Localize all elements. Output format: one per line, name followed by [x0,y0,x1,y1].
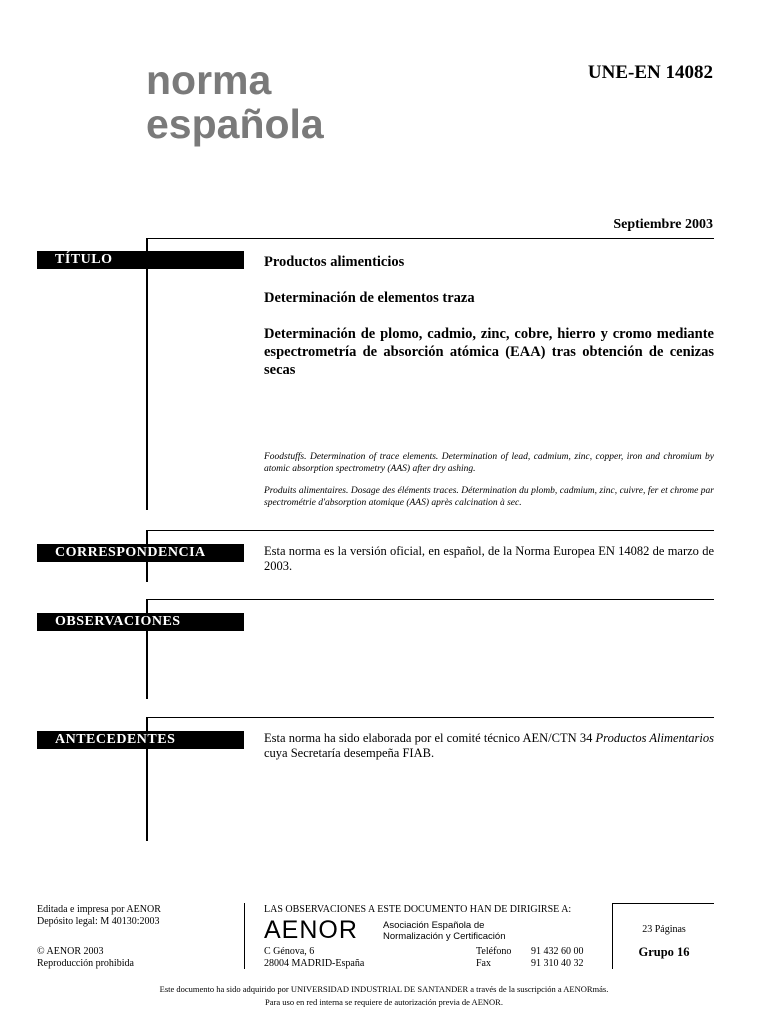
brand-title [146,58,324,146]
title-es-3: Determinación de plomo, cadmio, zinc, cobre, hierro y cromo mediante espectrometría de absorción atómica (EAA) tras obtención de cenizas secas [264,326,714,378]
disclaimer-line-2: Para uso en red interna se requiere de autorización previa de AENOR. [265,997,503,1007]
disclaimer-line-1: Este documento ha sido adquirido por UNIVERSIDAD INDUSTRIAL DE SANTANDER a través de la suscripción a AENORmás. [159,984,609,994]
aenor-name-line-2: Normalización y Certificación [383,931,506,942]
section-label-correspondencia: CORRESPONDENCIA [37,544,244,562]
section-label-antecedentes: ANTECEDENTES [37,731,244,749]
antecedentes-text-after: cuya Secretaría desempeña FIAB. [264,746,435,760]
footer-divider-left [244,903,245,969]
footer-phone-label: Teléfono [476,946,512,957]
footer-address-1: C Génova, 6 [264,946,315,957]
section-divider-observaciones [146,599,714,600]
section-divider-correspondencia [146,530,714,531]
page-count: 23 Páginas [642,924,686,935]
footer-box-top [612,903,714,904]
standard-code: UNE-EN 14082 [587,62,713,83]
title-fr: Produits alimentaires. Dosage des éléments traces. Détermination du plomb, cadmium, zinc, cuivre, fer et chrome par spectrométrie d'absorption atomique (AAS) après calcination à sec. [264,486,714,508]
footer-reproduction: Reproducción prohibida [37,958,134,969]
aenor-logo: AENOR [264,916,358,944]
footer-phone: 91 432 60 00 [531,946,584,957]
aenor-full-name [383,920,505,942]
antecedentes-text-before: Esta norma ha sido elaborada por el comité técnico AEN/CTN 34 [264,731,596,745]
brand-line-2: española [146,101,324,147]
footer-deposit: Depósito legal: M 40130:2003 [37,916,160,927]
title-es-2: Determinación de elementos traza [264,290,475,306]
publication-date: Septiembre 2003 [613,217,713,232]
title-en: Foodstuffs. Determination of trace elements. Determination of lead, cadmium, zinc, copper, iron and chromium by atomic absorption spectrometry (AAS) after dry ashing. [264,452,714,474]
footer-divider-right [612,903,613,969]
footer-edited: Editada e impresa por AENOR [37,904,161,915]
footer-disclaimer [0,983,768,1009]
footer-copyright: © AENOR 2003 [37,946,104,957]
section-label-observaciones: OBSERVACIONES [37,613,244,631]
section-divider-titulo [146,238,714,239]
correspondencia-text: Esta norma es la versión oficial, en español, de la Norma Europea EN 14082 de marzo de 2003. [264,544,714,573]
price-group: Grupo 16 [638,945,690,959]
section-rule-titulo [146,238,148,510]
section-divider-antecedentes [146,717,714,718]
title-es-1: Productos alimenticios [264,254,405,270]
footer-observations-notice: LAS OBSERVACIONES A ESTE DOCUMENTO HAN DE DIRIGIRSE A: [264,904,572,915]
antecedentes-committee-name: Productos Alimentarios [595,731,714,745]
antecedentes-text [264,731,714,761]
brand-line-1: norma [146,57,272,103]
section-label-titulo: TÍTULO [37,251,244,269]
footer-fax: 91 310 40 32 [531,958,584,969]
footer-fax-label: Fax [476,958,491,969]
aenor-name-line-1: Asociación Española de [383,920,485,931]
footer-address-2: 28004 MADRID-España [264,958,365,969]
